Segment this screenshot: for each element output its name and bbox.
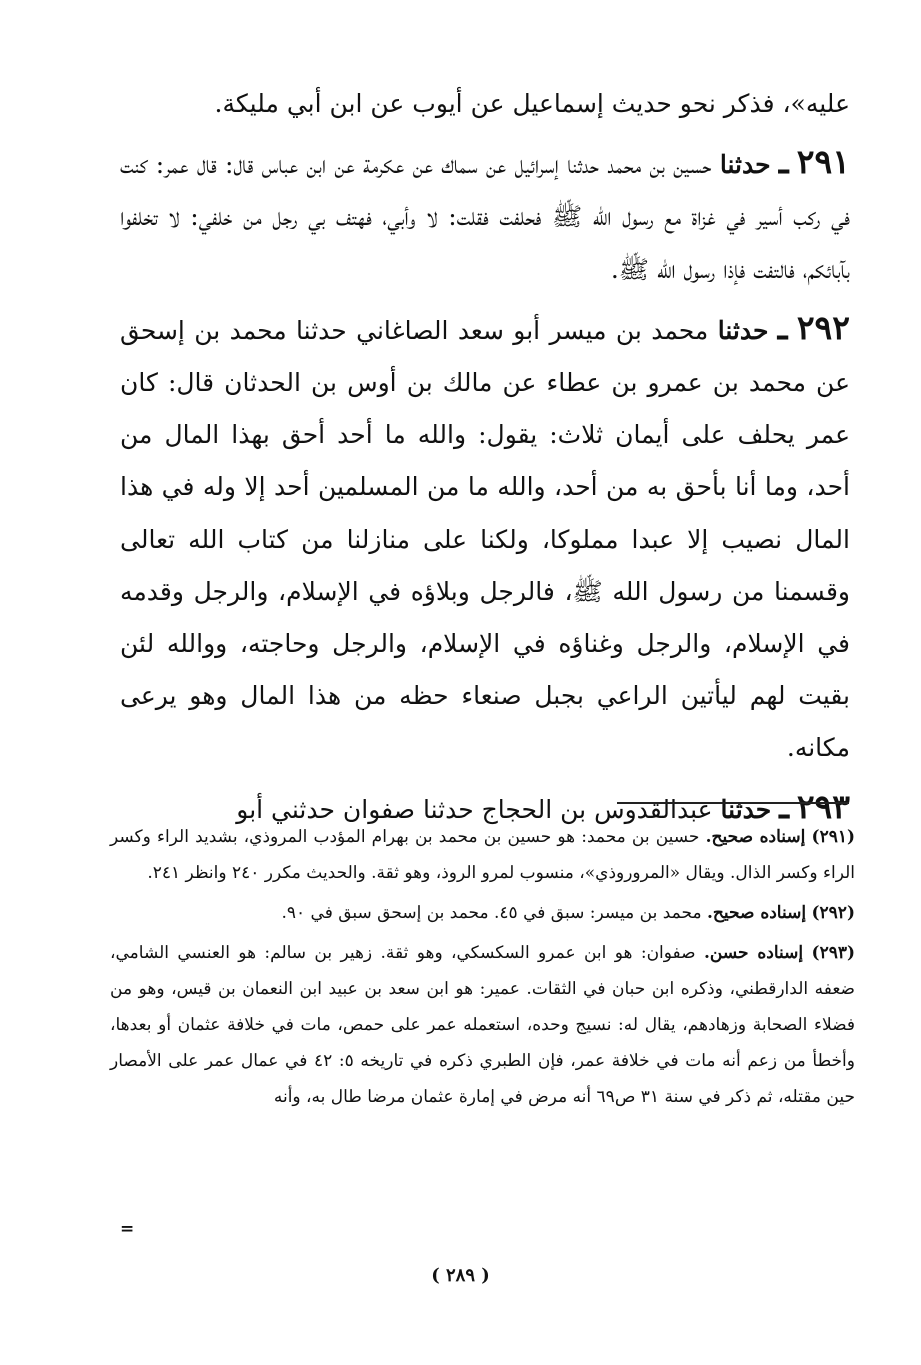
footnote-lead: إسناده صحيح. [706, 903, 807, 923]
hadith-lead: حدثنا [719, 150, 771, 180]
hadith-dash: ـ [779, 786, 789, 826]
footnote-293 [110, 935, 855, 1115]
hadith-dash: ـ [777, 307, 788, 347]
footnotes [110, 815, 855, 1115]
hadith-text: محمد بن ميسر أبو سعد الصاغاني حدثنا محمد بن إسحق عن محمد بن عمرو بن عطاء عن مالك بن أوس بن الحدثان قال: كان عمر يحلف على أيمان ثلاث: يقول: والله ما أحد أحق بهذا المال من أحد، وما أنا بأحق به من أحد، والله ما من المسلمين أحد إلا وله في هذا المال نصيب إلا عبدا مملوكا، ولكنا على منازلنا من كتاب الله تعالى وقسمنا من رسول الله ﷺ، فالرجل وبلاؤه في الإسلام، والرجل وقدمه في الإسلام، والرجل وغناؤه في الإسلام، والرجل وحاجته، ووالله لئن بقيت لهم ليأتين الراعي بجبل صنعاء حظه من هذا المال وهو يرعى مكانه. [120, 315, 850, 763]
hadith-291 [120, 136, 850, 296]
hadith-292 [120, 302, 850, 775]
footnote-text: محمد بن ميسر: سبق في ٤٥. محمد بن إسحق سبق في ٩٠. [281, 903, 702, 923]
main-text [120, 78, 850, 836]
hadith-dash: ـ [778, 142, 789, 182]
hadith-text: حسين بن محمد حدثنا إسرائيل عن سماك عن عكرمة عن ابن عباس قال: قال عمر: كنت في ركب أسير في غزاة مع رسول الله ﷺ فحلفت فقلت: لا وأبي، فهتف بي رجل من خلفي: لا تخلفوا بآبائكم، فالتفت فإذا رسول الله ﷺ. [120, 150, 850, 284]
page-number: ( ٢٨٩ ) [431, 1265, 490, 1286]
continuation-mark: = [120, 1219, 135, 1239]
footnote-lead: إسناده صحيح. [705, 827, 806, 847]
hadith-number: ٢٩١ [796, 142, 850, 182]
hadith-text: عبدالقدوس بن الحجاج حدثنا صفوان حدثني أبو [236, 794, 713, 824]
hadith-lead: حدثنا [720, 794, 772, 824]
footnote-number: (٢٩١) [811, 827, 856, 847]
footnote-291 [110, 819, 855, 891]
footnote-number: (٢٩٢) [811, 903, 855, 923]
hadith-number: ٢٩٢ [796, 307, 851, 347]
footnote-number: (٢٩٣) [811, 943, 856, 963]
hadith-lead: حدثنا [717, 315, 769, 345]
footnote-lead: إسناده حسن. [703, 943, 804, 963]
hadith-number: ٢٩٣ [796, 786, 850, 826]
intro-line: عليه»، فذكر نحو حديث إسماعيل عن أيوب عن ابن أبي مليكة. [214, 89, 850, 118]
footnote-separator [617, 802, 849, 804]
footnote-292 [110, 895, 855, 931]
footnote-text: صفوان: هو ابن عمرو السكسكي، وهو ثقة. زهير بن سالم: هو العنسي الشامي، ضعفه الدارقطني، وذكره ابن حبان في الثقات. عمير: هو ابن سعد بن عبيد ابن النعمان بن قيس، وهو من فضلاء الصحابة وزهادهم، يقال له: نسيج وحده، استعمله عمر على حمص، مات في خلافة عثمان أو بعدها، وأخطأ من زعم أنه مات في خلافة عمر، فإن الطبري ذكره في تاريخه ٥: ٤٢ في عمال عمر على الأمصار حين مقتله، ثم ذكر في سنة ٣١ ص٦٩ أنه مرض في إمارة عثمان مرضا طال به، وأنه [110, 943, 855, 1107]
footnote-text: حسين بن محمد: هو حسين بن محمد بن بهرام المؤدب المروذي، بشديد الراء وكسر الراء وكسر الذال. ويقال «المروروذي»، منسوب لمرو الروذ، وهو ثقة. والحديث مكرر ٢٤٠ وانظر ٢٤١. [110, 827, 855, 883]
